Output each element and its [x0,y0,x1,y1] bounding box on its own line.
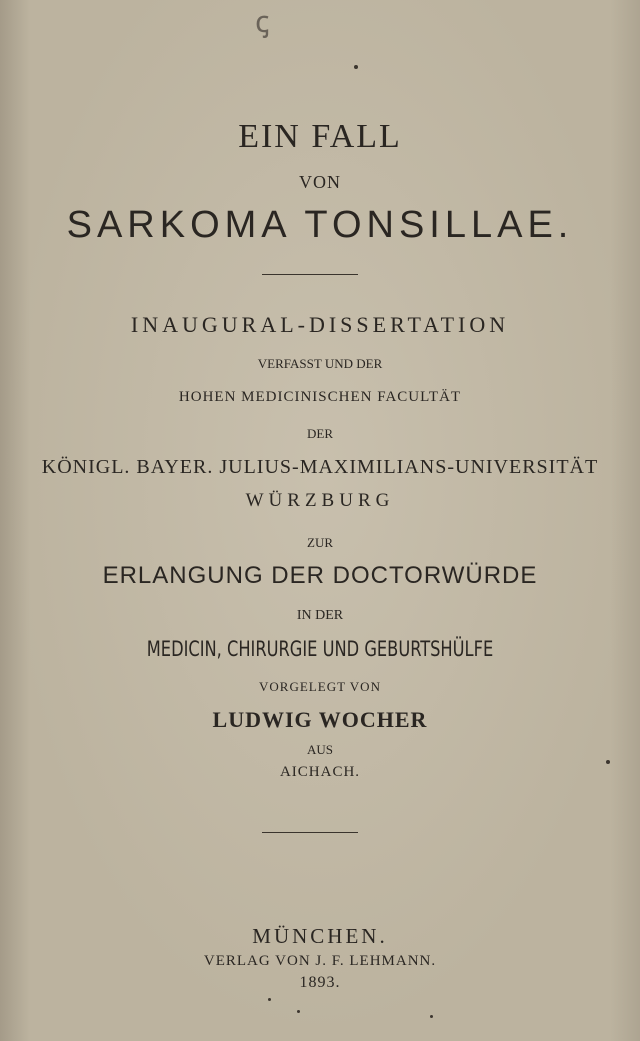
line-in-der: IN DER [296,608,344,623]
line-city: WÜRZBURG [245,490,395,511]
ink-dot [354,65,358,69]
line-erlangung: ERLANGUNG DER DOCTORWÜRDE [102,562,538,589]
ink-dot [606,760,610,764]
document-type: INAUGURAL-DISSERTATION [130,312,510,337]
hometown: AICHACH. [279,764,361,780]
pencil-mark: ꞔ [255,6,270,39]
imprint-city: MÜNCHEN. [252,924,388,948]
line-aus: AUS [306,742,333,757]
ink-dot [268,998,271,1001]
title-line-2: VON [299,172,341,192]
main-title: SARKOMA TONSILLAE. [66,204,574,246]
author-name: LUDWIG WOCHER [212,707,428,732]
line-verfasst: VERFASST UND DER [257,356,383,371]
ink-dot [297,1010,300,1013]
line-fakultaet: HOHEN MEDICINISCHEN FACULTÄT [178,389,462,405]
line-universitaet: KÖNIGL. BAYER. JULIUS-MAXIMILIANS-UNIVERSITÄT [41,456,599,478]
line-der: DER [307,426,333,441]
ink-dot [430,1015,433,1018]
title-line-1: EIN FALL [238,118,402,155]
line-fields: MEDICIN, CHIRURGIE UND GEBURTSHÜLFE [146,637,494,661]
publisher: VERLAG VON J. F. LEHMANN. [203,953,437,969]
line-zur: ZUR [307,535,333,550]
year: 1893. [299,974,341,991]
divider-top [262,274,358,275]
divider-bottom [262,832,358,833]
line-vorgelegt: VORGELEGT VON [259,679,381,694]
